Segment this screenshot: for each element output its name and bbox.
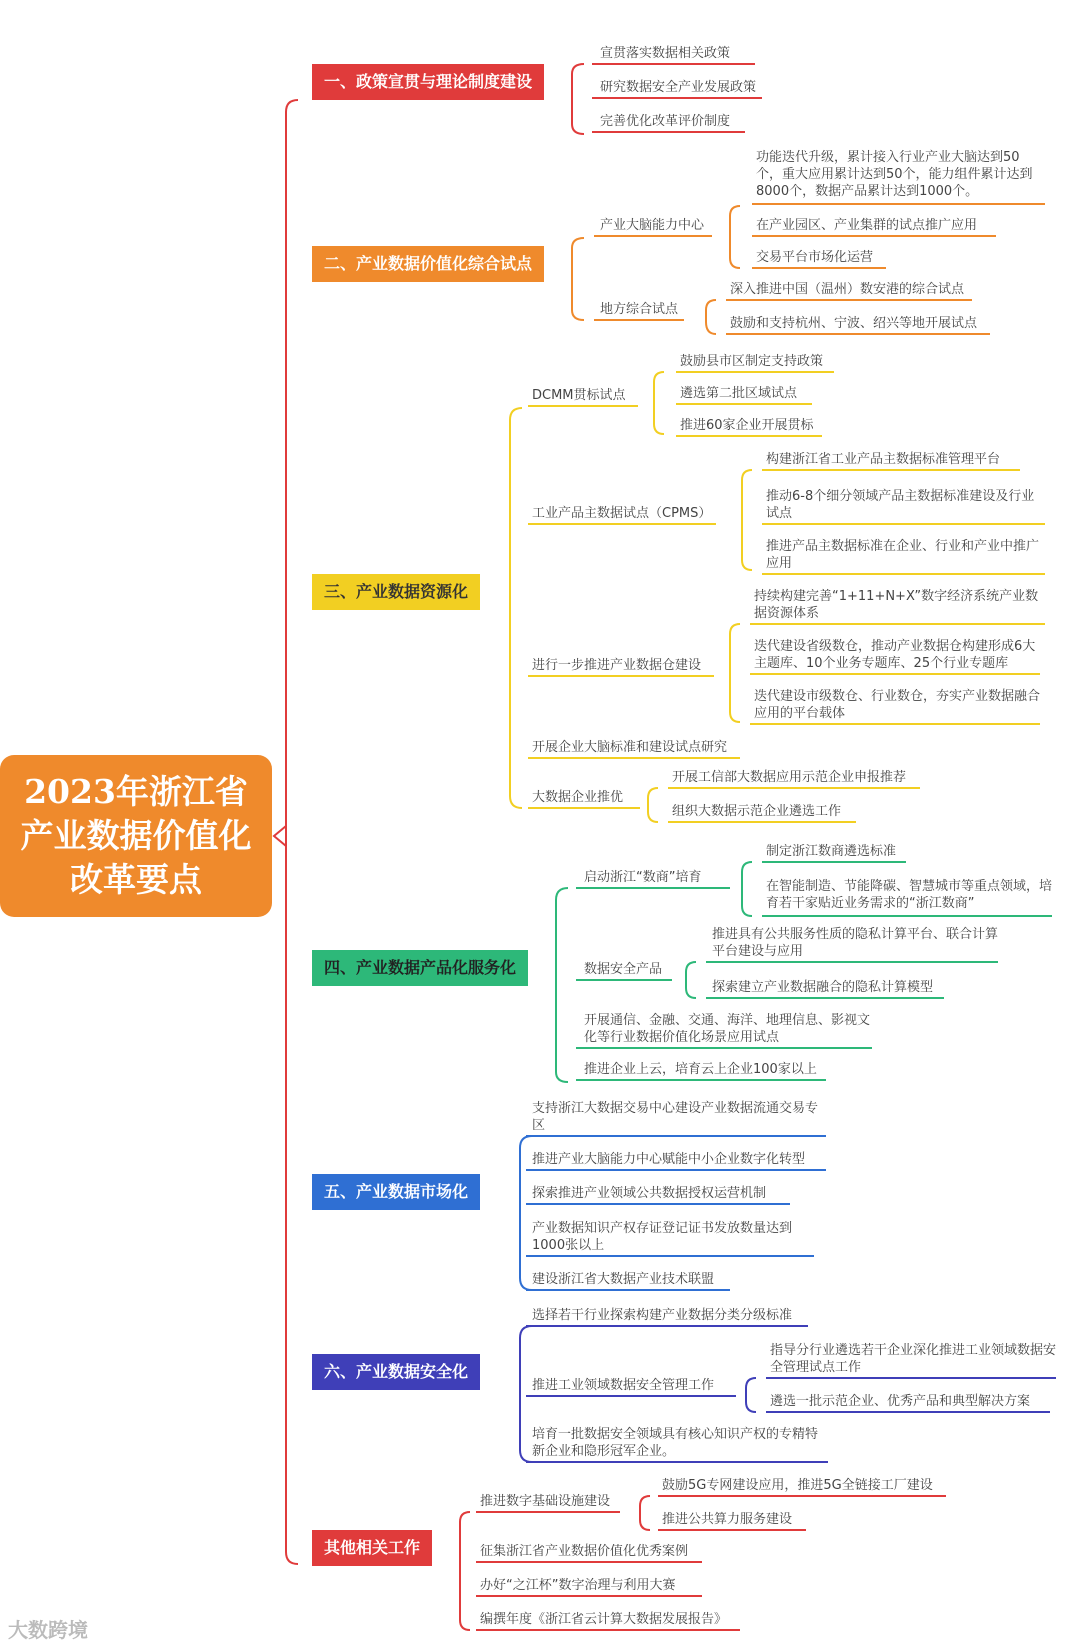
leaf: 探索推进产业领域公共数据授权运营机制 <box>532 1186 767 1201</box>
leaf: 推进产业大脑能力中心赋能中小企业数字化转型 <box>532 1152 806 1167</box>
leaf: 迭代建设市级数仓、行业数仓，夯实产业数据融合应用的平台载体 <box>754 689 1041 721</box>
leaf: 宣贯落实数据相关政策 <box>600 46 731 61</box>
branch: 数据安全产品 <box>584 962 663 977</box>
branch: 工业产品主数据试点（CPMS） <box>532 506 712 521</box>
leaf: 推进具有公共服务性质的隐私计算平台、联合计算平台建设与应用 <box>712 927 999 959</box>
branch: 产业大脑能力中心 <box>600 218 705 233</box>
section-3-header: 三、产业数据资源化 <box>312 574 480 610</box>
section-5-header: 五、产业数据市场化 <box>312 1174 480 1210</box>
leaf: 鼓励和支持杭州、宁波、绍兴等地开展试点 <box>730 316 978 331</box>
leaf: 鼓励5G专网建设应用，推进5G全链接工厂建设 <box>662 1478 933 1493</box>
branch: 办好“之江杯”数字治理与利用大赛 <box>480 1578 676 1593</box>
leaf: 遴选第二批区域试点 <box>680 386 798 401</box>
leaf: 推进产品主数据标准在企业、行业和产业中推广应用 <box>766 539 1040 571</box>
leaf: 构建浙江省工业产品主数据标准管理平台 <box>766 452 1001 467</box>
branch: 编撰年度《浙江省云计算大数据发展报告》 <box>480 1612 728 1627</box>
leaf: 功能迭代升级，累计接入行业产业大脑达到50个，重大应用累计达到50个，能力组件累计达到8000个，数据产品累计达到1000个。 <box>756 150 1033 199</box>
leaf: 在产业园区、产业集群的试点推广应用 <box>756 218 978 233</box>
leaf: 遴选一批示范企业、优秀产品和典型解决方案 <box>770 1394 1031 1409</box>
branch: 开展通信、金融、交通、海洋、地理信息、影视文化等行业数据价值化场景应用试点 <box>584 1013 871 1045</box>
section-6-header: 六、产业数据安全化 <box>312 1354 480 1390</box>
leaf: 开展工信部大数据应用示范企业申报推荐 <box>672 770 907 785</box>
branch: 推进企业上云，培育云上企业100家以上 <box>584 1062 817 1077</box>
branch: 推进工业领域数据安全管理工作 <box>532 1378 715 1393</box>
leaf: 推动6-8个细分领域产品主数据标准建设及行业试点 <box>766 489 1035 521</box>
leaf: 深入推进中国（温州）数安港的综合试点 <box>730 282 965 297</box>
leaf: 交易平台市场化运营 <box>756 250 874 265</box>
branch: 征集浙江省产业数据价值化优秀案例 <box>480 1544 689 1559</box>
branch: DCMM贯标试点 <box>532 388 626 403</box>
leaf: 产业数据知识产权存证登记证书发放数量达到1000张以上 <box>532 1221 793 1253</box>
leaf: 持续构建完善“1+11+N+X”数字经济系统产业数据资源体系 <box>754 589 1039 621</box>
branch: 推进数字基础设施建设 <box>480 1494 611 1509</box>
leaf: 建设浙江省大数据产业技术联盟 <box>532 1272 715 1287</box>
watermark: 大数跨境 <box>8 1618 88 1642</box>
leaf: 鼓励县市区制定支持政策 <box>680 354 824 369</box>
section-4-header: 四、产业数据产品化服务化 <box>312 950 528 986</box>
branch: 启动浙江“数商”培育 <box>584 870 702 885</box>
leaf: 支持浙江大数据交易中心建设产业数据流通交易专区 <box>532 1101 819 1133</box>
leaf: 组织大数据示范企业遴选工作 <box>672 804 842 819</box>
branch: 进行一步推进产业数据仓建设 <box>532 658 702 673</box>
root-title-line1: 2023年浙江省 <box>24 772 248 811</box>
leaf: 推进60家企业开展贯标 <box>680 418 814 433</box>
section-1-header: 一、政策宣贯与理论制度建设 <box>312 64 544 100</box>
root-title-line3: 改革要点 <box>70 860 202 899</box>
root-title-line2: 产业数据价值化 <box>20 816 252 855</box>
leaf: 在智能制造、节能降碳、智慧城市等重点领域，培育若干家贴近业务需求的“浙江数商” <box>766 879 1053 911</box>
leaf: 完善优化改革评价制度 <box>600 114 731 129</box>
leaf: 迭代建设省级数仓，推动产业数据仓构建形成6大主题库、10个业务专题库、25个行业专题库 <box>754 639 1036 671</box>
section-2-header: 二、产业数据价值化综合试点 <box>312 246 544 282</box>
leaf: 研究数据安全产业发展政策 <box>600 80 757 95</box>
leaf: 推进公共算力服务建设 <box>662 1512 793 1527</box>
branch: 开展企业大脑标准和建设试点研究 <box>532 740 728 755</box>
section-other-header: 其他相关工作 <box>312 1530 432 1566</box>
branch: 大数据企业推优 <box>532 790 624 805</box>
branch: 培育一批数据安全领域具有核心知识产权的专精特新企业和隐形冠军企业。 <box>532 1427 819 1459</box>
leaf: 探索建立产业数据融合的隐私计算模型 <box>712 980 934 995</box>
branch: 选择若干行业探索构建产业数据分类分级标准 <box>532 1308 793 1323</box>
leaf: 指导分行业遴选若干企业深化推进工业领域数据安全管理试点工作 <box>770 1343 1057 1375</box>
leaf: 制定浙江数商遴选标准 <box>766 844 897 859</box>
root-node <box>0 755 272 917</box>
branch: 地方综合试点 <box>600 302 679 317</box>
